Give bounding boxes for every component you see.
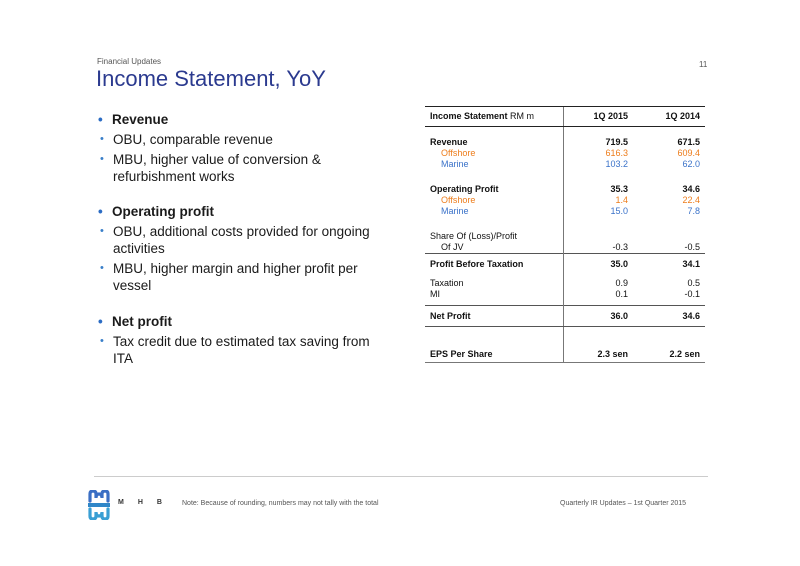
row-value: -0.1: [684, 289, 700, 299]
bullet-heading: Revenue: [112, 112, 169, 127]
row-value: 671.5: [677, 137, 700, 147]
table-header-label: [425, 107, 564, 127]
row-label: Profit Before Taxation: [425, 254, 564, 275]
row-value: 34.1: [634, 254, 705, 275]
sub-bullet: [97, 333, 372, 367]
table-header-row: [425, 107, 705, 127]
row-value: 62.0: [682, 159, 700, 169]
table-row: [425, 254, 705, 275]
row-label: Offshore: [441, 195, 476, 205]
income-statement-table: [425, 106, 705, 363]
header-unit: RM m: [510, 111, 535, 121]
table-header-col1: 1Q 2015: [564, 107, 635, 127]
table-header-col2: 1Q 2014: [634, 107, 705, 127]
row-value: 15.0: [564, 206, 635, 217]
table-row: [425, 184, 705, 195]
page-title: Income Statement, YoY: [96, 66, 326, 91]
row-value: 0.5: [687, 278, 700, 288]
footnote: Note: Because of rounding, numbers may not tally with the total: [182, 500, 379, 507]
sub-bullet-text: Tax credit due to estimated tax saving from ITA: [113, 334, 370, 366]
mhb-logo-icon: [88, 490, 114, 520]
table-row: [425, 242, 705, 254]
row-label: EPS Per Share: [425, 347, 564, 363]
table-row: [425, 278, 705, 289]
row-label: Offshore: [441, 148, 476, 158]
table-row: [425, 195, 705, 206]
row-value: 1.4: [564, 195, 635, 206]
page-number: 11: [699, 60, 708, 69]
header-label-text: Income Statement: [430, 111, 508, 121]
bullet-net-profit: [97, 313, 372, 330]
bullet-operating-profit: [97, 203, 372, 220]
bullet-revenue: [97, 111, 372, 128]
sub-bullet-text: OBU, comparable revenue: [113, 132, 273, 147]
sub-bullet-text: OBU, additional costs provided for ongoing activities: [113, 224, 370, 256]
footer-caption: Quarterly IR Updates – 1st Quarter 2015: [560, 500, 687, 507]
row-value: 22.4: [682, 195, 700, 205]
sub-bullet-text: MBU, higher margin and higher profit per vessel: [113, 261, 358, 293]
row-label: MI: [430, 289, 440, 299]
row-label: Of JV: [441, 242, 464, 252]
row-value: -0.5: [684, 242, 700, 252]
bullet-heading: Operating profit: [112, 204, 214, 219]
row-value: -0.3: [564, 242, 635, 254]
row-value: 2.3 sen: [564, 347, 635, 363]
row-label: Marine: [441, 159, 469, 169]
row-value: 719.5: [564, 137, 635, 148]
row-label: Revenue: [430, 137, 468, 147]
table-row: [425, 306, 705, 327]
sub-bullet: [97, 151, 372, 185]
row-label: Net Profit: [425, 306, 564, 327]
table-row: [425, 159, 705, 170]
row-value: 616.3: [564, 148, 635, 159]
table-row: [425, 347, 705, 363]
bullet-heading: Net profit: [112, 314, 172, 329]
footer-divider: [94, 476, 708, 477]
row-value: 0.1: [564, 289, 635, 300]
row-label: Share Of (Loss)/Profit: [430, 231, 518, 241]
sub-bullet-text: MBU, higher value of conversion & refurbishment works: [113, 152, 321, 184]
row-value: 0.9: [564, 278, 635, 289]
row-value: 7.8: [687, 206, 700, 216]
section-label: Financial Updates: [97, 57, 162, 66]
sub-bullet: [97, 131, 372, 148]
bullet-list: [97, 111, 372, 367]
table-row: [425, 137, 705, 148]
row-value: 609.4: [677, 148, 700, 158]
table-row: [425, 148, 705, 159]
table-row: [425, 289, 705, 300]
row-value: 103.2: [564, 159, 635, 170]
row-label: Operating Profit: [430, 184, 499, 194]
row-label: Marine: [441, 206, 469, 216]
row-value: 35.0: [564, 254, 635, 275]
table-row: [425, 206, 705, 217]
row-label: Taxation: [430, 278, 464, 288]
row-value: 2.2 sen: [634, 347, 705, 363]
sub-bullet: [97, 223, 372, 257]
row-value: 34.6: [634, 306, 705, 327]
logo-text: MHB: [118, 499, 176, 506]
row-value: 35.3: [564, 184, 635, 195]
sub-bullet: [97, 260, 372, 294]
table-row: [425, 231, 705, 242]
row-value: 34.6: [682, 184, 700, 194]
row-value: 36.0: [564, 306, 635, 327]
